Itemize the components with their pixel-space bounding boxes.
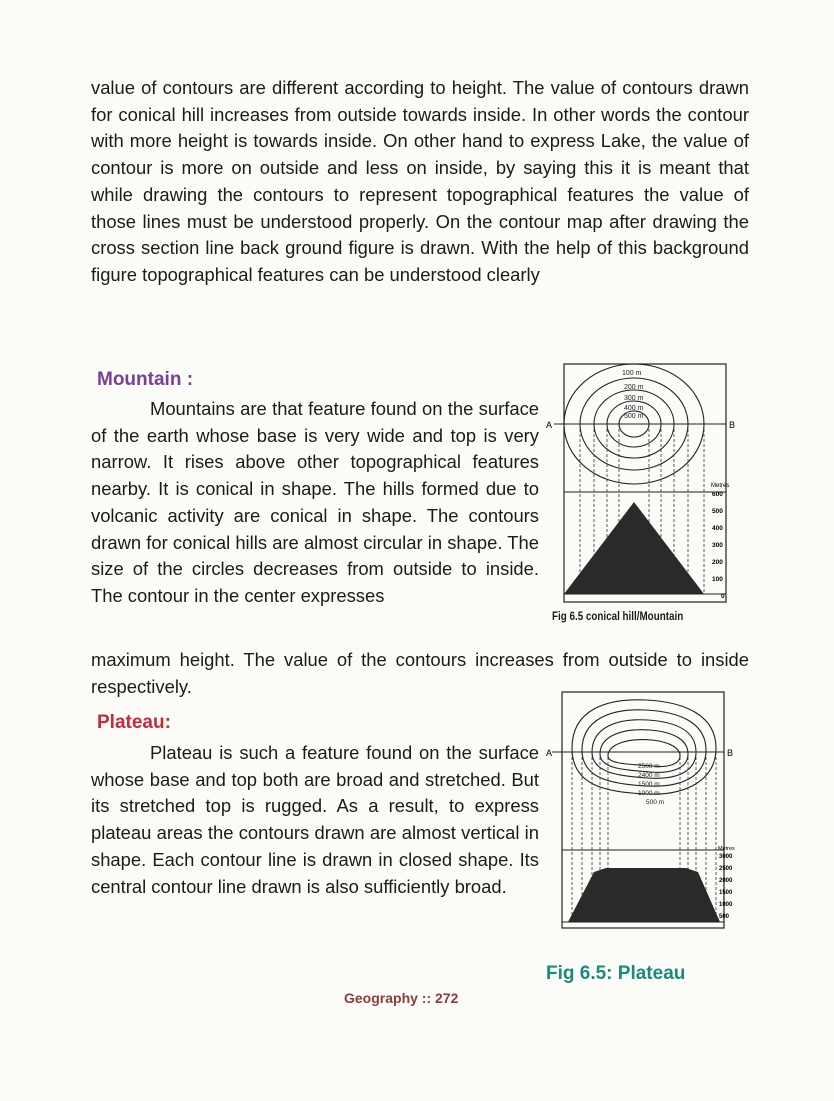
contour-label: 300 m — [624, 395, 644, 402]
mountain-profile — [564, 502, 704, 594]
plateau-figure-caption: Fig 6.5: Plateau — [546, 963, 686, 984]
axis-tick: 500 — [719, 914, 730, 920]
point-a-label: A — [546, 420, 553, 430]
axis-tick: 3000 — [719, 854, 733, 860]
axis-tick: 500 — [712, 508, 723, 515]
point-a-label: A — [546, 748, 553, 758]
mountain-figure-caption: Fig 6.5 conical hill/Mountain — [552, 609, 684, 623]
intro-paragraph: value of contours are different according to height. The value of contours drawn for conical hill increases from outside towards inside. In other words the contour with more height is towards inside. On other hand to express Lake, the value of contour is more on outside and less on inside, by saying this it is meant that while drawing the contours to represent topographical features the value of those lines must be understood properly. On the contour map after drawing the cross section line back ground figure is drawn. With the help of this background figure topographical features can be understood clearly — [91, 77, 749, 285]
contour-label: 100 m — [622, 370, 642, 377]
axis-tick: 400 — [712, 525, 723, 532]
contour-label: 1500 m — [638, 781, 660, 788]
axis-tick: 2500 — [719, 866, 733, 872]
mountain-paragraph-continued: maximum height. The value of the contours increases from outside to inside respectively. — [91, 649, 749, 697]
conical-hill-figure — [540, 362, 748, 608]
plateau-paragraph: Plateau is such a feature found on the surface whose base and top both are broad and stretched. But its stretched top is rugged. As a result, to express plateau areas the contours drawn are almost vertical in shape. Each contour line is drawn in closed shape. Its central contour line drawn is also sufficiently broad. — [91, 742, 539, 897]
contour-label: 1000 m — [638, 790, 660, 797]
contour-label: 2400 m — [638, 772, 660, 779]
contour-value-labels — [638, 763, 664, 806]
plateau-heading: Plateau: — [97, 712, 171, 733]
mountain-heading: Mountain : — [97, 369, 194, 390]
contour-label: 200 m — [624, 384, 644, 391]
contour-lines — [572, 700, 716, 794]
contour-label: 500 m — [646, 799, 665, 806]
mountain-paragraph: Mountains are that feature found on the surface of the earth whose base is very wide and top is very narrow. It rises above other topographical features nearby. It is conical in shape. The hills formed due to volcanic activity are conical in shape. The contours drawn for conical hills are almost circular in shape. The size of the circles decreases from outside to inside. The contour in the center expresses — [91, 398, 539, 606]
axis-tick: 600 — [712, 491, 723, 498]
axis-tick: 200 — [712, 559, 723, 566]
contour-label: 400 m — [624, 405, 644, 412]
axis-tick: 0 — [721, 593, 725, 600]
point-b-label: B — [727, 748, 734, 758]
axis-title: Metres — [711, 483, 730, 489]
axis-tick: 1500 — [719, 890, 733, 896]
point-b-label: B — [729, 420, 736, 430]
contour-label: 2500 m — [638, 763, 660, 770]
height-scale — [719, 854, 733, 920]
axis-tick: 1000 — [719, 902, 733, 908]
axis-tick: 100 — [712, 576, 723, 583]
plateau-profile — [568, 868, 720, 922]
plateau-figure — [546, 690, 746, 936]
axis-tick: 2000 — [719, 878, 733, 884]
axis-tick: 300 — [712, 542, 723, 549]
contour-label: 500 m — [624, 413, 644, 420]
height-scale — [712, 491, 725, 600]
page-footer: Geography :: 272 — [344, 990, 459, 1006]
axis-title: Metres — [718, 846, 735, 852]
